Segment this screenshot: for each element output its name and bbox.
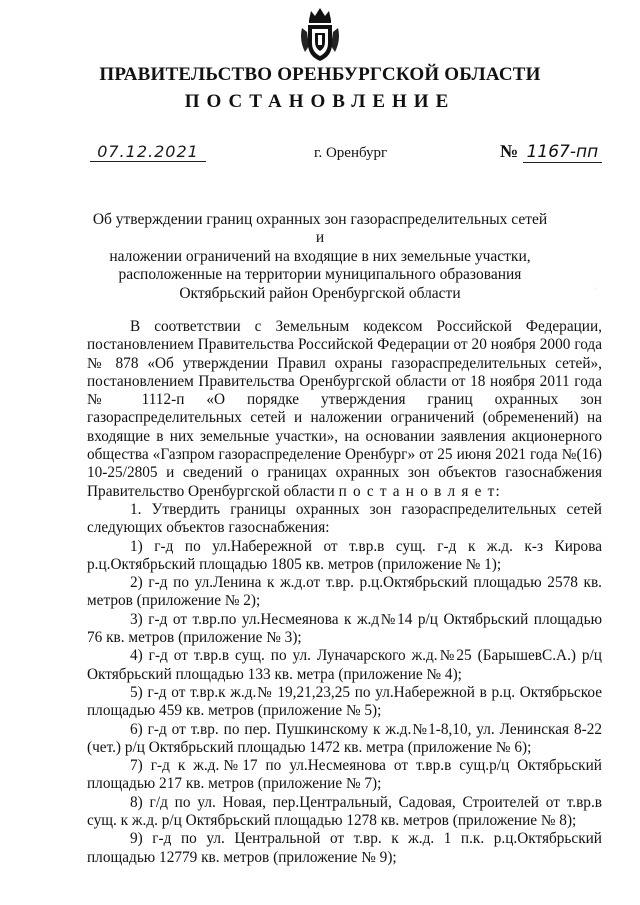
- document-subject: [92, 211, 548, 303]
- preamble-paragraph: [87, 318, 602, 501]
- document-city: г. Оренбург: [314, 145, 388, 161]
- list-item: 8) г/д по ул. Новая, пер.Центральный, Садовая, Строителей от т.вр.в сущ. к ж.д. р/ц Октябрьский площадью 1278 кв. метров (приложение № 8);: [87, 793, 602, 830]
- subject-line: Об утверждении границ охранных зон газораспределительных сетей и: [92, 211, 548, 247]
- subject-line: Октябрьский район Оренбургской области: [179, 284, 461, 302]
- document-number-block: [500, 141, 602, 163]
- emblem: [299, 6, 341, 64]
- list-item: 2) г-д по ул.Ленина к ж.д.от т.вр. р.ц.Октябрьский площадью 2578 кв. метров (приложение № 2);: [87, 574, 602, 610]
- scan-mark: ·: [594, 286, 596, 292]
- list-item: 6) г-д от т.вр. по пер. Пушкинскому к ж.д.№1-8,10, ул. Ленинская 8-22 (чет.) р/ц Октябрьский площадью 1472 кв. метра (приложение № 6);: [87, 720, 602, 756]
- list-item: 5) г-д от т.вр.к ж.д.№ 19,21,23,25 по ул.Набережной в р.ц. Октябрьское площадью 459 кв. метров (приложение № 5);: [87, 683, 602, 720]
- clause-paragraph: 1. Утвердить границы охранных зон газораспределительных сетей следующих объектов газоснабжения:: [87, 500, 602, 537]
- resolves-text: п о с т а н о в л я е т:: [338, 482, 501, 500]
- document-kind: ПОСТАНОВЛЕНИЕ: [184, 91, 456, 112]
- list-item: 9) г-д по ул. Центральной от т.вр. к ж.д. 1 п.к. р.ц.Октябрьский площадью 12779 кв. метров (приложение № 9);: [87, 830, 602, 866]
- orenburg-coat-of-arms-icon: [299, 6, 341, 64]
- subject-line: расположенные на территории муниципального образования: [118, 266, 522, 284]
- list-item: 3) г-д от т.вр.по ул.Несмеянова к ж.д№14 р/ц Октябрьский площадью 76 кв. метров (приложение № 3);: [87, 610, 602, 647]
- document-number: 1167-пп: [523, 143, 603, 163]
- list-item: 7) г-д к ж.д.№17 по ул.Несмеянова от т.вр.в сущ.р/ц Октябрьский площадью 217 кв. метров (приложение № 7);: [87, 757, 602, 793]
- government-title: ПРАВИТЕЛЬСТВО ОРЕНБУРГСКОЙ ОБЛАСТИ: [99, 64, 541, 85]
- subject-line: наложении ограничений на входящие в них земельные участки,: [109, 247, 531, 265]
- document-body: [87, 318, 602, 867]
- preamble-text: В соответствии с Земельным кодексом Российской Федерации, постановлением Правительства Российской Федерации от 20 ноября 2000 года № 878 «Об утверждении Правил охраны газораспределительных сетей», постановлением Правительства Оренбургской области от 18 ноября 2011 года № 1112-п «О порядке утверждения границ охранных зон газораспределительных сетей и наложении ограничений (обременений) на входящие в них земельные участки», на основании заявления акционерного общества «Газпром газораспределение Оренбург» от 25 июня 2021 года №(16) 10-25/2805 и сведений о границах охранных зон объектов газоснабжения Правительство Оренбургской области: [87, 318, 602, 500]
- number-sign: №: [500, 141, 519, 161]
- list-item: 1) г-д по ул.Набережной от т.вр.в сущ. г-д к ж.д. к-з Кирова р.ц.Октябрьский площадью 1805 кв. метров (приложение № 1);: [87, 537, 602, 573]
- list-item: 4) г-д от т.вр.в сущ. по ул. Луначарского ж.д.№25 (БарышевС.А.) р/ц Октябрьский площадью 133 кв. метра (приложение № 4);: [87, 647, 602, 683]
- document-date: 07.12.2021: [90, 143, 206, 162]
